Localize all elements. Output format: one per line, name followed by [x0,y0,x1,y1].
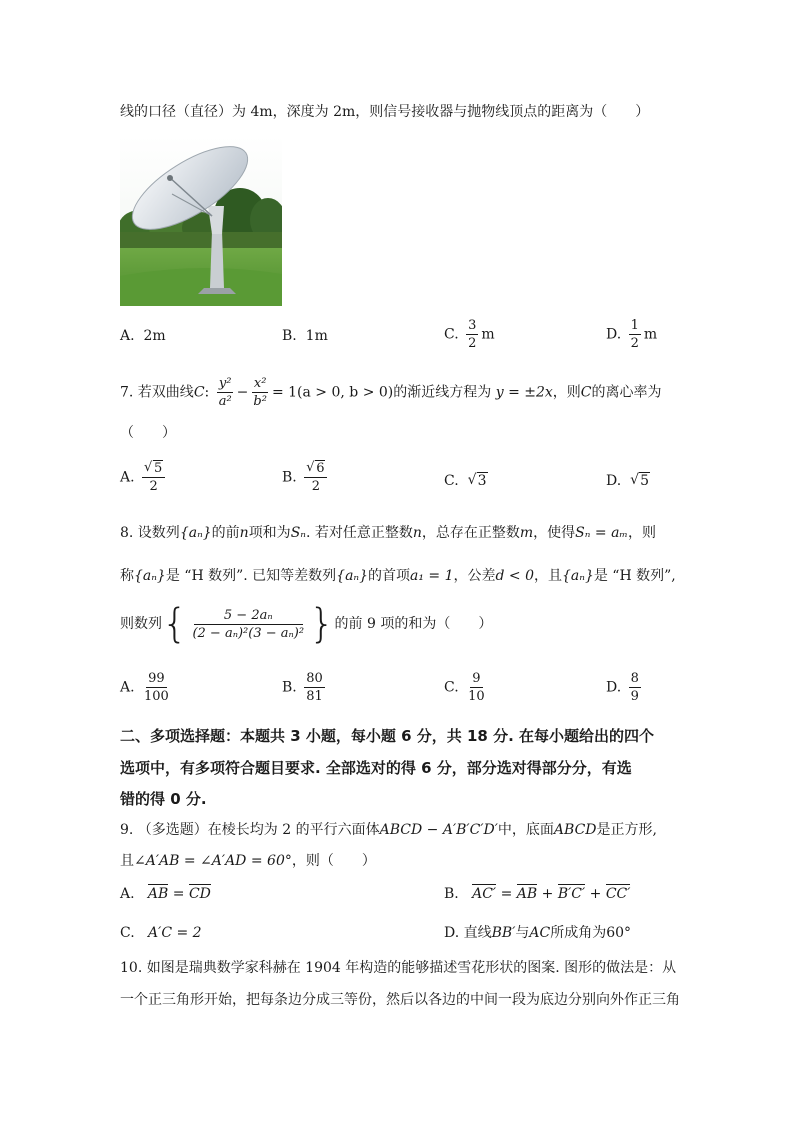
q10-stem-line-1: 10. 如图是瑞典数学家科赫在 1904 年构造的能够描述雪花形状的图案. 图形的做法是：从 [120,960,677,976]
option-letter: D. [606,326,622,343]
option-letter: A. [120,886,135,902]
curve-name: C [193,384,205,401]
solid-name: ABCD − A′B′C′D′ [379,822,498,838]
q8-option-d[interactable] [606,670,644,705]
q9-option-d[interactable]: D. 直线BB′与AC所成角为60° [444,925,632,941]
q8-option-a[interactable] [120,670,174,705]
q9-option-c[interactable]: C. A′C = 2 [120,925,202,941]
option-letter: B. [282,679,297,696]
q8-stem-line-2: 称{aₙ}是 “H 数列”. 已知等差数列{aₙ}的首项a₁ = 1，公差d < 0，且{aₙ}是 “H 数列”, [120,568,676,584]
q7-option-a[interactable] [120,460,168,495]
option-letter: B. [444,886,459,902]
section-heading-line-3: 错的得 0 分. [120,790,207,808]
q7-option-d[interactable] [606,471,650,491]
fraction-y: $\frac{\text{y²}}{\text{a²}}$ [218,376,232,409]
q7-option-b[interactable] [282,460,330,495]
q6-text-line: 线的口径（直径）为 4m，深度为 2m，则信号接收器与抛物线顶点的距离为（ ） [120,104,650,120]
satellite-dish-image [120,136,282,306]
square-root: √ 3 [468,471,488,491]
q7-option-c[interactable] [444,471,488,491]
fraction-x: $\frac{\text{x²}}{\text{b²}}$ [253,376,267,409]
vector: AB [147,886,169,902]
q8-option-c[interactable] [444,670,490,705]
unit: m [643,326,658,343]
vector: CC′ [605,886,631,902]
q6-option-a[interactable] [120,326,166,346]
q6-option-b[interactable] [282,326,328,346]
option-letter: C. [444,679,459,696]
option-letter: D. [606,679,622,696]
stem-text: ，则 [552,384,581,401]
option-letter: D. [444,925,460,941]
option-letter: C. [444,326,459,343]
option-letter: B. [282,328,297,344]
fraction: $\frac{99}{100}$ [144,671,169,704]
equation-tail: = 1(a > 0, b > 0) [271,384,394,401]
curve-name: C [580,384,592,401]
q6-option-c[interactable] [444,317,495,352]
fraction: $\frac{3}{2}$ [468,318,477,351]
q10-stem-line-2: 一个正三角形开始，把每条边分成三等份，然后以各边的中间一段为底边分别向外作正三角 [120,992,680,1008]
q8-stem-line-3: 则数列 { $\frac{\text{5 − 2aₙ}}{\text{(2 − aₙ)²(3 − aₙ)²}}$ } 的前 9 项的和为（ ） [120,601,493,647]
option-letter: D. [606,473,622,489]
stem-text: 的离心率为 [591,384,662,401]
angle-condition: ∠A′AB = ∠A′AD = 60° [134,853,292,869]
q8-option-b[interactable] [282,670,328,705]
option-letter: B. [282,469,297,486]
section-heading-line-1: 二、多项选择题：本题共 3 小题，每小题 6 分，共 18 分. 在每小题给出的四个 [120,727,655,745]
stem-text: 的渐近线方程为 [393,384,492,401]
q8-stem-line-1: 8. 设数列{aₙ}的前n项和为Sₙ. 若对任意正整数n，总存在正整数m，使得Sₙ = aₘ，则 [120,525,656,541]
q7-paren: （ ） [120,425,176,441]
unit: m [481,326,495,343]
q9-stem-line-1: 9. （多选题）在棱长均为 2 的平行六面体ABCD − A′B′C′D′中，底面ABCD是正方形, [120,822,657,838]
asymptote-equation: y = ±2x [495,384,553,401]
stem-text: 7. 若双曲线 [120,384,194,401]
fraction: $\frac{1}{2}$ [630,318,639,351]
fraction: $\frac{80}{81}$ [306,671,323,704]
q9-option-b[interactable]: B. AC′ = AB + B′C′ + CC′ [444,886,631,902]
option-letter: C. [444,473,459,489]
square-root: √ 5 [630,471,650,491]
vector: B′C′ [557,886,586,902]
q6-option-d[interactable] [606,317,657,352]
vector: AB [516,886,538,902]
fraction: √ $\frac{5}{2}$ [142,460,165,495]
option-value: 2m [143,328,166,344]
vector: AC′ [472,886,497,902]
fraction: $\frac{8}{9}$ [630,671,639,704]
option-letter: A. [120,679,135,696]
q7-stem: 7. 若双曲线C: $\frac{\text{y²}}{\text{a²}}$ − $\frac{\text{x²}}{\text{b²}}$ = 1(a > 0, b > 0)的渐近线方程为 y = ±2x，则C的离心率为 [120,376,662,409]
option-value: 1m [305,328,328,344]
sequence-symbol: {aₙ} [179,525,212,541]
sequence-fraction: { $\frac{\text{5 − 2aₙ}}{\text{(2 − aₙ)²(3 − aₙ)²}}$ } [162,601,335,647]
fraction: $\frac{9}{10}$ [468,671,485,704]
option-letter: A. [120,328,135,344]
option-letter: C. [120,925,135,941]
vector: CD [188,886,211,902]
q9-option-a[interactable]: A. AB = CD [120,886,211,902]
section-heading-line-2: 选项中，有多项符合题目要求. 全部选对的得 6 分，部分选对得部分分，有选 [120,759,632,777]
q9-stem-line-2: 且∠A′AB = ∠A′AD = 60°，则（ ） [120,853,376,869]
fraction: √ $\frac{6}{2}$ [304,460,327,495]
option-letter: A. [120,469,135,486]
